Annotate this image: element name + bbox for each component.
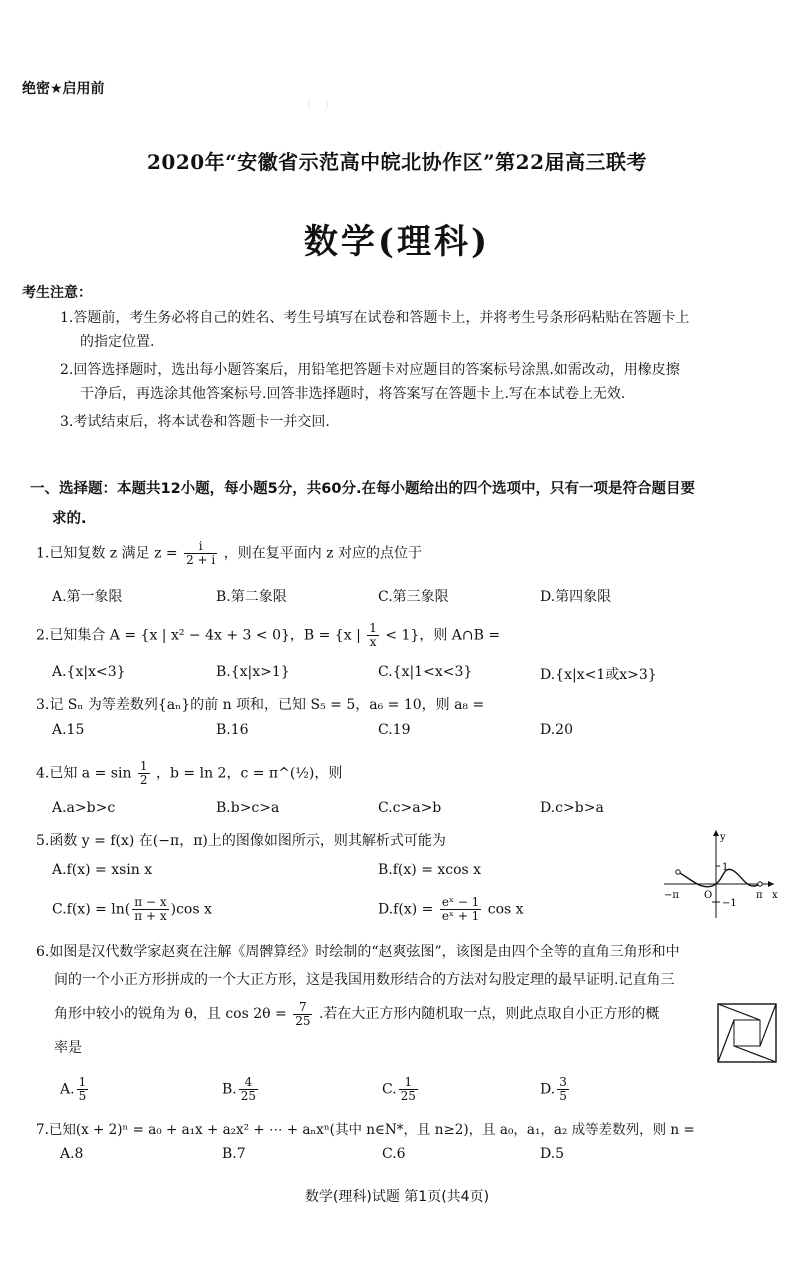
question-text: 间的一个小正方形拼成的一个大正方形，这是我国用数形结合的方法对勾股定理的最早证明.记直角三 <box>54 972 675 988</box>
fraction: $\frac{1}{5}$ <box>78 1075 87 1103</box>
option-c: C.{x|1<x<3} <box>378 664 473 680</box>
option-b: B.f(x) = xcos x <box>378 862 482 878</box>
show-through-mark: （ ） <box>300 98 451 112</box>
question-text: 2.已知集合 A = {x | x² − 4x + 3 < 0}，B = {x | <box>36 627 361 644</box>
function-graph <box>660 826 780 922</box>
open-point-left <box>676 870 680 874</box>
zhao-shuang-diagram <box>716 1002 778 1064</box>
option-c: C.19 <box>378 722 411 738</box>
section-line: 一、选择题：本题共12小题，每小题5分，共60分.在每小题给出的四个选项中，只有一项是符合题目要 <box>30 481 695 497</box>
option-d: D.c>b>a <box>540 800 604 816</box>
fraction: $\frac{7}{25}$ <box>295 999 311 1028</box>
question-text: 4.已知 a = sin <box>36 765 132 782</box>
y-axis-arrow <box>713 830 719 836</box>
notice-list <box>60 306 780 434</box>
option-c: C.第三象限 <box>378 589 449 605</box>
open-point-right <box>758 882 762 886</box>
option-b: B.{x|x>1} <box>216 664 290 680</box>
question-text: ，则在复平面内 z 对应的点位于 <box>223 545 422 562</box>
option-a: A.a>b>c <box>52 800 116 816</box>
page-footer: 数学(理科)试题 第1页(共4页) <box>304 1189 490 1205</box>
question-7: 7.已知(x + 2)ⁿ = a₀ + a₁x + a₂x² + ⋯ + aₙxⁿ(其中 n∈N*，且 n≥2)，且 a₀，a₁，a₂ 成等差数列，则 n = <box>36 1122 695 1138</box>
notice-line: 的指定位置. <box>80 334 155 350</box>
option-a: A.8 <box>60 1146 84 1162</box>
option-a: A.第一象限 <box>52 589 123 605</box>
option-d: D. $\frac{3}{5}$ <box>540 1075 567 1103</box>
label-one: 1 <box>722 862 729 873</box>
fraction: $\frac{1}{25}$ <box>400 1075 416 1103</box>
notice-heading: 考生注意： <box>22 285 92 301</box>
notice-line: 干净后，再选涂其他答案标号.回答非选择题时，将答案写在答题卡上.写在本试卷上无效. <box>80 386 626 402</box>
question-text: 1.已知复数 z 满足 z = <box>36 545 178 562</box>
notice-line: 2.回答选择题时，选出每小题答案后，用铅笔把答题卡对应题目的答案标号涂黑.如需改动，用橡皮擦 <box>60 362 680 378</box>
fraction: $\frac{1}{2}$ <box>139 759 148 787</box>
fraction: $\frac{1}{x}$ <box>369 621 377 649</box>
option-d: D.{x|x<1或x>3} <box>540 667 657 683</box>
x-label: x <box>772 890 778 901</box>
subject-title: 数学(理科) <box>303 222 491 262</box>
label-neg-one: −1 <box>722 898 737 909</box>
question-text: 角形中较小的锐角为 θ，且 cos 2θ = $\frac{7}{25}$ .若在大正方形内随机取一点，则此点取自小正方形的概 <box>54 999 660 1028</box>
option-b: B. $\frac{4}{25}$ <box>222 1075 257 1103</box>
section-heading <box>30 474 790 534</box>
option-a: A.{x|x<3} <box>52 664 126 680</box>
question-text: 率是 <box>54 1040 82 1056</box>
option-b: B.16 <box>216 722 249 738</box>
show-through-mark <box>0 312 12 329</box>
question-text: < 1}，则 A∩B = <box>385 627 501 644</box>
question-2 <box>36 622 500 649</box>
option-b: B.7 <box>222 1146 246 1162</box>
notice-line: 1.答题前，考生务必将自己的姓名、考生号填写在试卷和答题卡上，并将考生号条形码粘贴在答题卡上 <box>60 310 690 326</box>
option-c: C.c>a>b <box>378 800 442 816</box>
question-text: ，b = ln 2，c = π^(½)，则 <box>156 765 343 782</box>
option-d: D.20 <box>540 722 573 738</box>
option-c: C.f(x) = ln( $\frac{\pi - x}{\pi + x}$ )cos x <box>52 895 212 923</box>
x-axis-arrow <box>768 881 774 887</box>
option-c: C. $\frac{1}{25}$ <box>382 1075 416 1103</box>
label-pi: π <box>756 890 763 901</box>
exam-title: 2020年“安徽省示范高中皖北协作区”第22届高三联考 <box>146 150 647 174</box>
option-a: A.f(x) = xsin x <box>52 862 153 878</box>
option-a: A.15 <box>52 722 85 738</box>
option-d: D.f(x) = $\frac{\text{eˣ − 1}}{\text{eˣ + 1}}$ cos x <box>378 895 524 923</box>
section-line: 求的. <box>52 511 87 527</box>
question-5: 5.函数 y = f(x) 在(−π，π)上的图像如图所示，则其解析式可能为 <box>36 833 446 849</box>
fraction: $\frac{4}{25}$ <box>240 1075 257 1103</box>
confidential-label: 绝密★启用前 <box>22 81 105 97</box>
question-text: 6.如图是汉代数学家赵爽在注解《周髀算经》时绘制的“赵爽弦图”，该图是由四个全等的直角三角形和中 <box>36 944 680 960</box>
option-a: A. $\frac{1}{5}$ <box>60 1075 87 1103</box>
question-6 <box>36 938 776 1062</box>
fraction: $\frac{\pi - x}{\pi + x}$ <box>134 895 167 923</box>
question-1 <box>36 540 422 567</box>
option-c: C.6 <box>382 1146 406 1162</box>
option-d: D.第四象限 <box>540 589 612 605</box>
fraction: $\frac{\text{eˣ − 1}}{\text{eˣ + 1}}$ <box>441 895 480 923</box>
fraction: $\frac{i}{2 + i}$ <box>186 539 216 567</box>
fraction: $\frac{3}{5}$ <box>559 1075 567 1103</box>
option-b: B.b>c>a <box>216 800 280 816</box>
question-3: 3.记 Sₙ 为等差数列{aₙ}的前 n 项和，已知 S₅ = 5，a₆ = 10，则 a₈ = <box>36 697 485 713</box>
option-b: B.第二象限 <box>216 589 287 605</box>
y-label: y <box>720 832 726 843</box>
origin-label: O <box>704 890 713 901</box>
label-neg-pi: −π <box>664 890 679 901</box>
question-4 <box>36 760 342 787</box>
option-d: D.5 <box>540 1146 565 1162</box>
notice-line: 3.考试结束后，将本试卷和答题卡一并交回. <box>60 414 330 430</box>
